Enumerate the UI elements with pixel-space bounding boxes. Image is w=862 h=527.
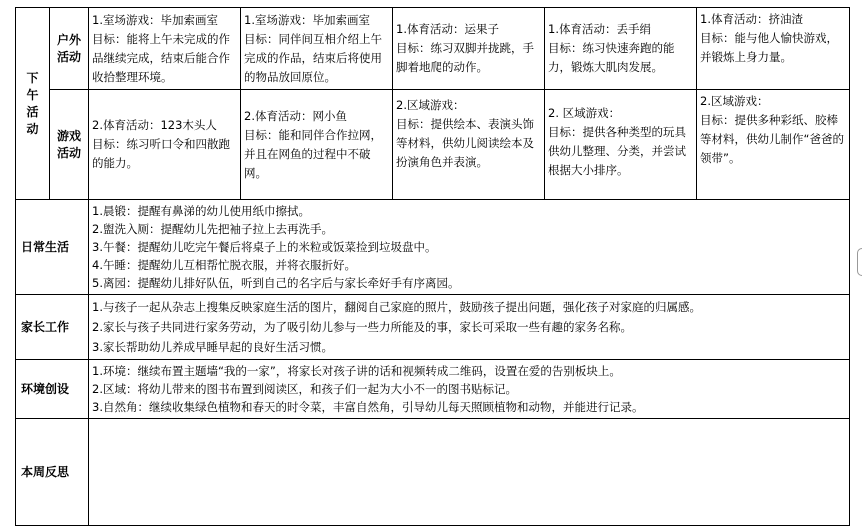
activity-target: 目标：提供绘本、表演头饰等材料，供幼儿阅读绘本及扮演角色并表演。 <box>396 117 534 169</box>
reflection-row <box>16 419 850 526</box>
reflection-content[interactable] <box>89 419 850 526</box>
list-item: 2.区域：将幼儿带来的图书布置到阅读区，和孩子们一起为大小不一的图书贴标记。 <box>92 382 517 396</box>
outdoor-activity-header: 户外活动 <box>50 8 89 90</box>
outdoor-cell-3 <box>393 8 545 90</box>
afternoon-activity-header <box>16 8 50 200</box>
list-item: 3.自然角：继续收集绿色植物和春天的时令菜，丰富自然角，引导幼儿每天照顾植物和动物，并能进行记录。 <box>92 400 644 414</box>
parents-content <box>89 295 850 360</box>
activity-title: 2. 区域游戏： <box>548 106 621 120</box>
activity-title: 1.体育活动：运果子 <box>396 22 499 36</box>
activity-target: 目标：练习双脚并拢跳，手脚着地爬的动作。 <box>396 41 534 74</box>
activity-title: 1.室场游戏：毕加索画室 <box>92 12 218 27</box>
activity-target: 目标：能将上午未完成的作品继续完成，结束后能合作收拾整理环境。 <box>92 31 230 84</box>
list-item: 2.家长与孩子共同进行家务劳动，为了吸引幼儿参与一些力所能及的事，家长可采取一些有趣的家务名称。 <box>92 320 632 334</box>
activity-title: 2.区域游戏： <box>396 98 465 112</box>
outdoor-cell-1 <box>89 8 241 90</box>
game-cell-4 <box>545 90 697 200</box>
daily-life-header: 日常生活 <box>16 200 89 295</box>
activity-title: 1.室场游戏：毕加索画室 <box>244 12 370 27</box>
list-item: 5.离园：提醒幼儿排好队伍，听到自己的名字后与家长牵好手有序离园。 <box>92 276 460 290</box>
afternoon-outdoor-row <box>16 8 850 90</box>
daily-life-content <box>89 200 850 295</box>
game-cell-2 <box>241 90 393 200</box>
list-item: 1.环境：继续布置主题墙“我的一家”，将家长对孩子讲的话和视频转成二维码，设置在爱的告别板块上。 <box>92 364 621 378</box>
activity-target: 目标：练习快速奔跑的能力，锻炼大肌肉发展。 <box>548 41 675 74</box>
game-activity-header: 游戏活动 <box>50 90 89 200</box>
activity-title: 2.体育活动：网小鱼 <box>244 108 347 123</box>
activity-target: 目标：提供各种类型的玩具供幼儿整理、分类，并尝试根据大小排序。 <box>548 125 686 177</box>
activity-title: 1.体育活动：丢手绢 <box>548 22 651 36</box>
activity-target: 目标：练习听口令和四散跑的能力。 <box>92 137 230 170</box>
afternoon-game-row <box>16 90 850 200</box>
environment-content <box>89 360 850 419</box>
activity-title: 2.体育活动：123木头人 <box>92 118 217 132</box>
game-cell-1 <box>89 90 241 200</box>
parents-row <box>16 295 850 360</box>
environment-row <box>16 360 850 419</box>
list-item: 3.家长帮助幼儿养成早睡早起的良好生活习惯。 <box>92 340 333 354</box>
activity-target: 目标：提供多种彩纸、胶棒等材料，供幼儿制作“爸爸的领带”。 <box>700 113 844 165</box>
activity-target: 目标：能与他人愉快游戏，并锻炼上身力量。 <box>700 31 838 64</box>
list-item: 3.午餐：提醒幼儿吃完午餐后将桌子上的米粒或饭菜捡到垃圾盘中。 <box>92 240 437 254</box>
game-cell-3 <box>393 90 545 200</box>
scroll-handle[interactable] <box>857 248 862 276</box>
game-cell-5 <box>697 90 850 200</box>
list-item: 2.盥洗入厕：提醒幼儿先把袖子拉上去再洗手。 <box>92 222 333 236</box>
list-item: 1.晨锻：提醒有鼻涕的幼儿使用纸巾擦拭。 <box>92 204 310 218</box>
activity-target: 目标：同伴间互相介绍上午完成的作品，结束后将使用的物品放回原位。 <box>244 31 382 84</box>
afternoon-title: 下午活动 <box>26 70 39 136</box>
reflection-header: 本周反思 <box>16 419 89 526</box>
weekly-plan-table <box>15 7 850 526</box>
activity-title: 1.体育活动：挤油渣 <box>700 12 803 26</box>
activity-target: 目标：能和同伴合作拉网，并且在网鱼的过程中不破网。 <box>244 127 382 180</box>
outdoor-cell-4 <box>545 8 697 90</box>
activity-title: 2.区域游戏： <box>700 94 769 108</box>
parents-header: 家长工作 <box>16 295 89 360</box>
daily-life-row <box>16 200 850 295</box>
outdoor-cell-5 <box>697 8 850 90</box>
outdoor-cell-2 <box>241 8 393 90</box>
list-item: 1.与孩子一起从杂志上搜集反映家庭生活的图片，翻阅自己家庭的照片，鼓励孩子提出问题，强化孩子对家庭的归属感。 <box>92 300 701 314</box>
environment-header: 环境创设 <box>16 360 89 419</box>
list-item: 4.午睡：提醒幼儿互相帮忙脱衣服，并将衣服折好。 <box>92 258 356 272</box>
